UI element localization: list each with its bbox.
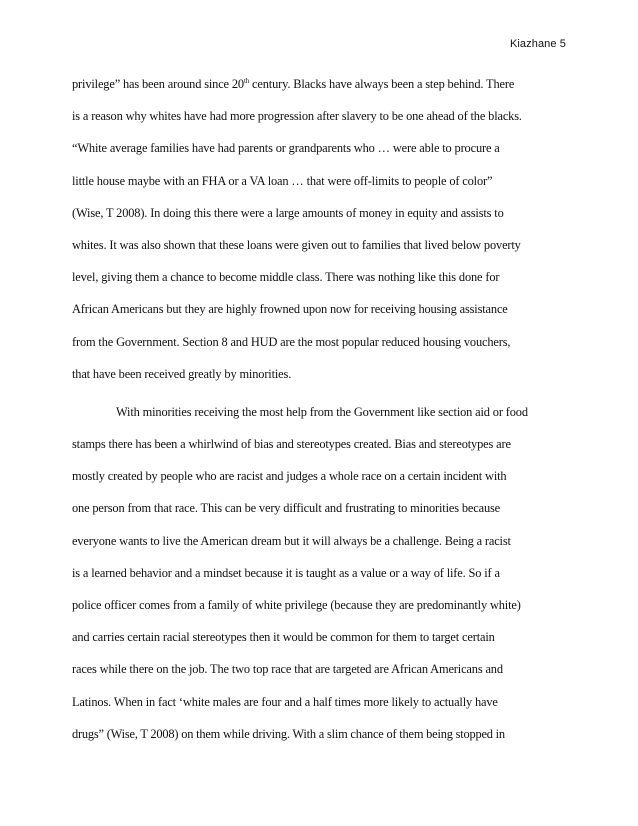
text-line: one person from that race. This can be very difficult and frustrating to minorities because	[72, 501, 501, 516]
text-line: African Americans but they are highly frowned upon now for receiving housing assistance	[72, 302, 508, 317]
text-line: (Wise, T 2008). In doing this there were a large amounts of money in equity and assists to	[72, 205, 504, 220]
text-line: that have been received greatly by minorities.	[72, 366, 292, 381]
text-line-part: privilege” has been around since 20	[72, 77, 244, 91]
text-line: mostly created by people who are racist and judges a whole race on a certain incident with	[72, 469, 507, 484]
running-head: Kiazhane 5	[509, 38, 566, 50]
text-line	[72, 68, 566, 100]
text-line: little house maybe with an FHA or a VA loan … that were off-limits to people of color”	[72, 173, 493, 188]
text-line: Latinos. When in fact ‘white males are four and a half times more likely to actually have	[72, 694, 498, 709]
text-line: is a reason why whites have had more progression after slavery to be one ahead of the blacks.	[72, 109, 522, 124]
text-line: drugs” (Wise, T 2008) on them while driving. With a slim chance of them being stopped in	[72, 726, 505, 741]
text-line: everyone wants to live the American dream but it will always be a challenge. Being a racist	[72, 533, 511, 548]
paragraph-2	[72, 396, 566, 750]
text-line-part: century. Blacks have always been a step behind. There	[249, 77, 515, 91]
text-line: whites. It was also shown that these loans were given out to families that lived below poverty	[72, 237, 521, 252]
text-line: “White average families have had parents or grandparents who … were able to procure a	[72, 141, 500, 156]
paragraph-1	[72, 68, 566, 390]
text-line: from the Government. Section 8 and HUD are the most popular reduced housing vouchers,	[72, 334, 511, 349]
ordinal-superscript: th	[243, 76, 250, 85]
text-line: With minorities receiving the most help from the Government like section aid or food	[116, 404, 528, 419]
text-line: is a learned behavior and a mindset because it is taught as a value or a way of life. So if a	[72, 565, 500, 580]
text-line: and carries certain racial stereotypes then it would be common for them to target certain	[72, 630, 495, 645]
body-text	[72, 68, 566, 750]
text-line: level, giving them a chance to become middle class. There was nothing like this done for	[72, 270, 500, 285]
text-line: races while there on the job. The two top race that are targeted are African Americans and	[72, 662, 503, 677]
text-line: stamps there has been a whirlwind of bias and stereotypes created. Bias and stereotypes are	[72, 437, 511, 452]
text-line: police officer comes from a family of white privilege (because they are predominantly white)	[72, 598, 521, 612]
